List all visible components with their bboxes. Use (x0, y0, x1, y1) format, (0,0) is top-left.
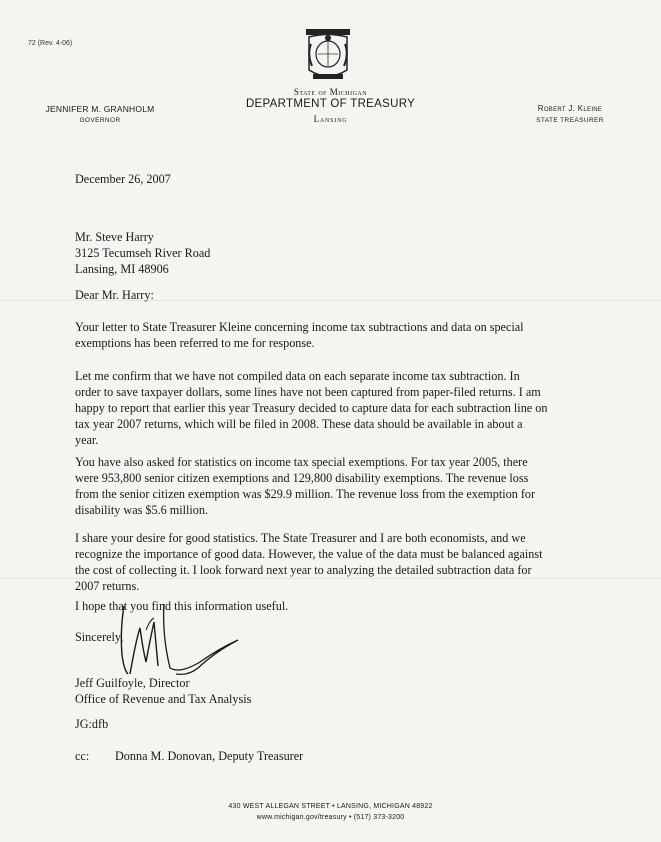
letterhead-state: State of Michigan (293, 87, 368, 97)
paragraph-line: order to save taxpayer dollars, some lines have not been captured from paper-filed returns. I am (75, 385, 541, 399)
typist-initials: JG:dfb (75, 717, 109, 731)
letterhead-city: Lansing (313, 114, 348, 124)
treasurer-title: STATE TREASURER (536, 117, 604, 124)
footer-contact: www.michigan.gov/treasury • (517) 373-3200 (256, 814, 405, 821)
paragraph-statistics (75, 530, 595, 594)
footer-address: 430 WEST ALLEGAN STREET • LANSING, MICHIGAN 48922 (228, 803, 433, 810)
paragraph-line: 2007 returns. (75, 579, 140, 593)
signer-block (75, 675, 251, 707)
signer-name: Jeff Guilfoyle, Director (75, 676, 190, 690)
recipient-address (75, 229, 210, 277)
paragraph-line: from the senior citizen exemption was $29.9 million. The revenue loss from the exemption for (75, 487, 536, 501)
governor-title: GOVERNOR (79, 117, 121, 124)
handwritten-signature (110, 600, 245, 680)
paragraph-referral (75, 319, 595, 351)
paragraph-line: recognize the importance of good data. However, the value of the data must be balanced against (75, 547, 543, 561)
paragraph-line: disability was $5.6 million. (75, 503, 209, 517)
paragraph-line: year. (75, 433, 99, 447)
form-number: 72 (Rev. 4-06) (28, 40, 73, 47)
closing: Sincerely, (75, 630, 124, 644)
paragraph-line: happy to report that earlier this year Treasury decided to capture data for each subtraction line on (75, 401, 548, 415)
state-seal-icon (303, 28, 353, 84)
cc-recipient: Donna M. Donovan, Deputy Treasurer (115, 749, 304, 763)
paragraph-line: exemptions has been referred to me for response. (75, 336, 315, 350)
paragraph-line: tax year 2007 returns, which will be filed in 2008. These data should be available in about a (75, 417, 523, 431)
paragraph-line: the cost of collecting it. I look forward next year to analyzing the detailed subtraction data for (75, 563, 532, 577)
recipient-city: Lansing, MI 48906 (75, 262, 169, 276)
letter-date: December 26, 2007 (75, 172, 171, 186)
paragraph-line: were 953,800 senior citizen exemptions and 129,800 disability exemptions. The revenue loss (75, 471, 529, 485)
treasurer-name: Robert J. Kleine (537, 104, 603, 113)
paragraph-subtractions (75, 368, 595, 448)
cc-label: cc: (75, 749, 90, 763)
paragraph-line: Your letter to State Treasurer Kleine concerning income tax subtractions and data on special (75, 320, 524, 334)
salutation: Dear Mr. Harry: (75, 288, 154, 302)
governor-name: JENNIFER M. GRANHOLM (45, 104, 155, 114)
recipient-street: 3125 Tecumseh River Road (75, 246, 211, 260)
signer-office: Office of Revenue and Tax Analysis (75, 692, 252, 706)
paragraph-line: I share your desire for good statistics. The State Treasurer and I are both economists, and we (75, 531, 526, 545)
paragraph-line: You have also asked for statistics on income tax special exemptions. For tax year 2005, there (75, 455, 528, 469)
recipient-name: Mr. Steve Harry (75, 230, 154, 244)
paragraph-exemptions (75, 454, 595, 518)
letterhead-department: DEPARTMENT OF TREASURY (245, 98, 416, 110)
paragraph-line: I hope that you find this information useful. (75, 599, 289, 613)
paragraph-line: Let me confirm that we have not compiled data on each separate income tax subtraction. In (75, 369, 520, 383)
